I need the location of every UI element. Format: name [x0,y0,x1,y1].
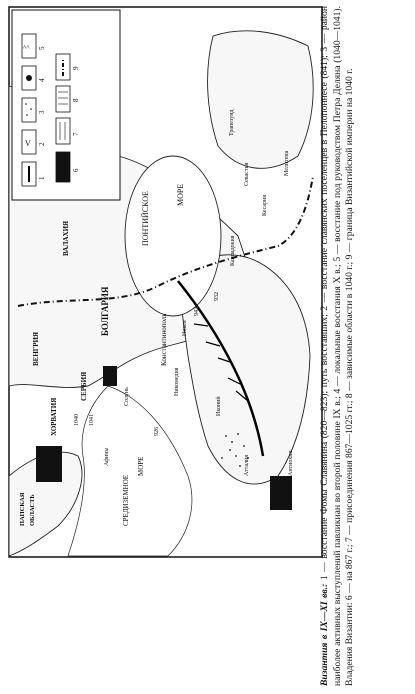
label-sea-2: МОРЕ [176,183,185,206]
label-papal: ПАПСКАЯ [19,492,26,526]
date-1041: 1041 [89,414,95,426]
svg-text:1: 1 [38,176,46,180]
serbia-black-area [103,366,117,386]
city-iconium: Иконий [216,396,222,416]
label-sea-1: ПОНТИЙСКОЕ [141,191,150,246]
city-sebasteia: Севастия [244,162,250,186]
svg-text:9: 9 [72,66,80,70]
antioch-area [270,476,292,510]
black-sea [125,156,221,316]
svg-text:2: 2 [38,142,46,146]
label-serbia: СЕРБИЯ [80,371,88,401]
city-constantinople: Константинополь [160,313,168,366]
city-attaleia: Атталия [244,454,250,476]
label-hungary: ВЕНГРИЯ [32,331,40,366]
label-sea-4: МОРЕ [137,456,145,476]
label-croatia: ХОРВАТИЯ [50,397,58,436]
date-932: 932 [214,292,220,301]
label-sea-3: СРЕДИЗЕМНОЕ [122,474,130,526]
legend [12,10,120,200]
city-caesarea: Кесария [262,195,268,216]
caption-title: Византия в IX—XI вв.: [319,583,330,686]
city-athens: Афины [104,447,110,466]
city-antioch: Антиохия [288,450,294,476]
date-926: 926 [154,427,160,436]
label-bulgaria: БОЛГАРИЯ [100,286,110,336]
svg-text:8: 8 [72,98,80,102]
svg-text:5: 5 [38,46,46,50]
city-melitene: Мелитена [284,150,290,176]
croatia-black-area [36,446,62,482]
date-1040: 1040 [74,414,80,426]
byzantine-map [8,6,323,558]
svg-text:3: 3 [38,110,46,114]
city-nicomedia: Никомедия [174,367,180,396]
date-942: 942 [194,307,200,316]
svg-text:4: 4 [38,78,46,82]
caption-text: 1 — восстание Фомы Славянина (820—823); путь восставших; 2 — восстание славянских поселенцев в Пелопоннесе (841); 3 — район наиболее активных выступлений павликиан во второй половине IX в.; 4 — локальные восстания X в.; 5 — восстание под руководством Петра Деляна (1040—1041). Владения Византии: 6 — на 867 г.; 7 — присоединения 867—1025 гг.; 8 — зависимые области в 1040 г.; 9 — граница Византийской империи на 1040 г. [319,6,356,686]
city-cappadocia: Каппадокия [230,235,236,266]
svg-text:7: 7 [72,132,80,136]
svg-text:V: V [25,139,31,148]
svg-text:6: 6 [72,168,80,172]
city-thessalonica: Солунь [124,387,130,406]
map-caption [319,6,415,686]
label-wallachia: ВАЛАХИЯ [62,220,70,256]
city-nicaea: Никея [182,320,188,336]
land-caucasus [208,31,314,169]
svg-text:^^: ^^ [23,44,30,52]
label-papal-area: ОБЛАСТЬ [29,494,36,526]
city-trebizond: Трапезунд [229,109,235,136]
